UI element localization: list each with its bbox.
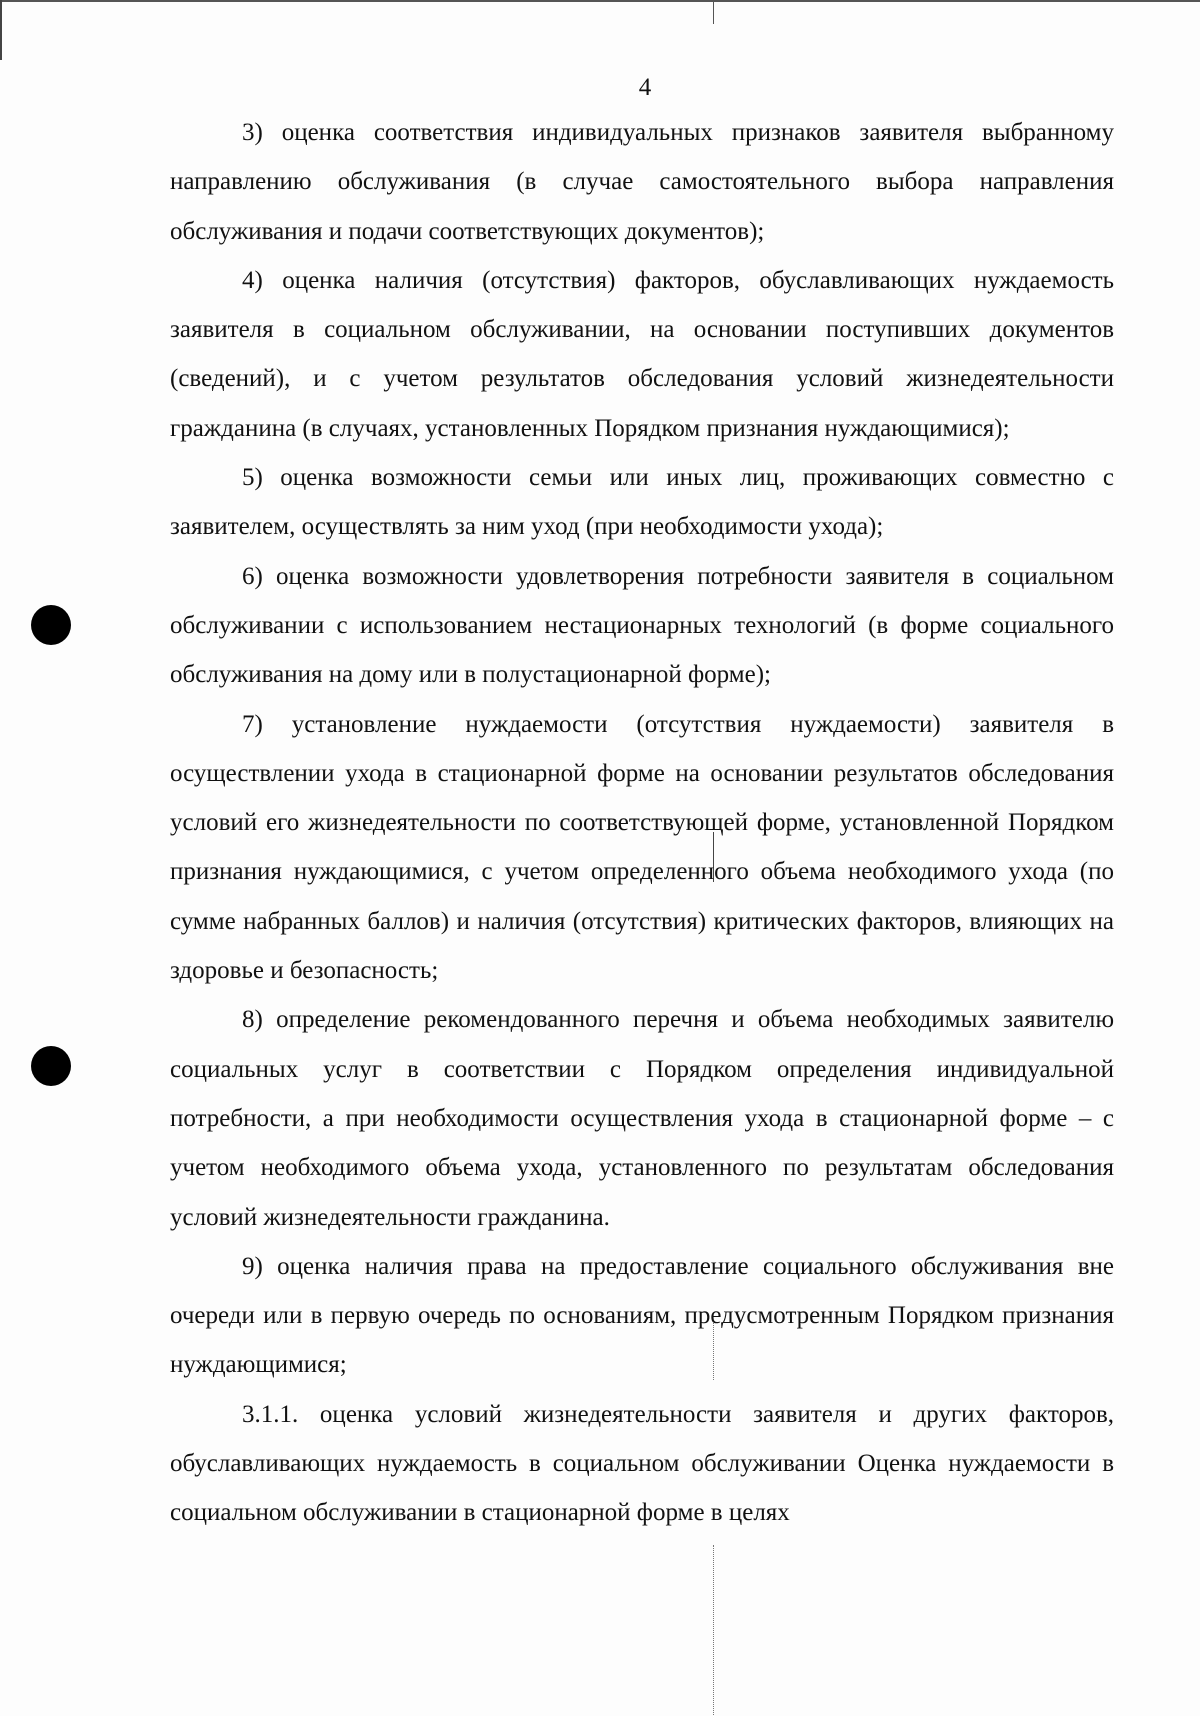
paragraph-item-5: 5) оценка возможности семьи или иных лиц, проживающих совместно с заявителем, осуществлять за ним уход (при необходимости ухода);	[170, 464, 1114, 541]
scan-left-edge	[0, 0, 2, 60]
scan-fold-mark	[713, 0, 715, 24]
scan-edge-line	[0, 0, 1200, 2]
paragraph-item-9: 9) оценка наличия права на предоставление социального обслуживания вне очереди или в первую очередь по основаниям, предусмотренным Порядком признания нуждающимися;	[170, 1252, 1114, 1379]
paragraph-item-6: 6) оценка возможности удовлетворения потребности заявителя в социальном обслуживании с использованием нестационарных технологий (в форме социального обслуживания на дому или в полустационарной форме);	[170, 562, 1114, 689]
paragraph-item-3: 3) оценка соответствия индивидуальных признаков заявителя выбранному направлению обслуживания (в случае самостоятельного выбора направления обслуживания и подачи соответствующих документов);	[170, 119, 1114, 245]
paragraph-item-8: 8) определение рекомендованного перечня и объема необходимых заявителю социальных услуг в соответствии с Порядком определения индивидуальной потребности, а при необходимости осуществления ухода в стационарной форме – с учетом необходимого объема ухода, установленного по результатам обследования условий жизнедеятельности гражданина.	[170, 1006, 1114, 1231]
document-body	[170, 108, 1114, 1538]
paragraph-item-7: 7) установление нуждаемости (отсутствия нуждаемости) заявителя в осуществлении ухода в стационарной форме на основании результатов обследования условий его жизнедеятельности по соответствующей форме, установленной Порядком признания нуждающимися, с учетом определенного объема необходимого ухода (по сумме набранных баллов) и наличия (отсутствия) критических факторов, влияющих на здоровье и безопасность;	[170, 710, 1114, 985]
page-number: 4	[638, 74, 652, 101]
punch-hole	[31, 1046, 71, 1086]
scan-fold-mark	[713, 1545, 715, 1715]
punch-hole	[31, 605, 71, 645]
paragraph-section-3-1-1: 3.1.1. оценка условий жизнедеятельности заявителя и других факторов, обуславливающих нуждаемость в социальном обслуживании Оценка нуждаемости в социальном обслуживании в стационарной форме в целях	[170, 1400, 1114, 1527]
paragraph-item-4: 4) оценка наличия (отсутствия) факторов, обуславливающих нуждаемость заявителя в социальном обслуживании, на основании поступивших документов (сведений), и с учетом результатов обследования условий жизнедеятельности гражданина (в случаях, установленных Порядком признания нуждающимися);	[170, 266, 1114, 442]
